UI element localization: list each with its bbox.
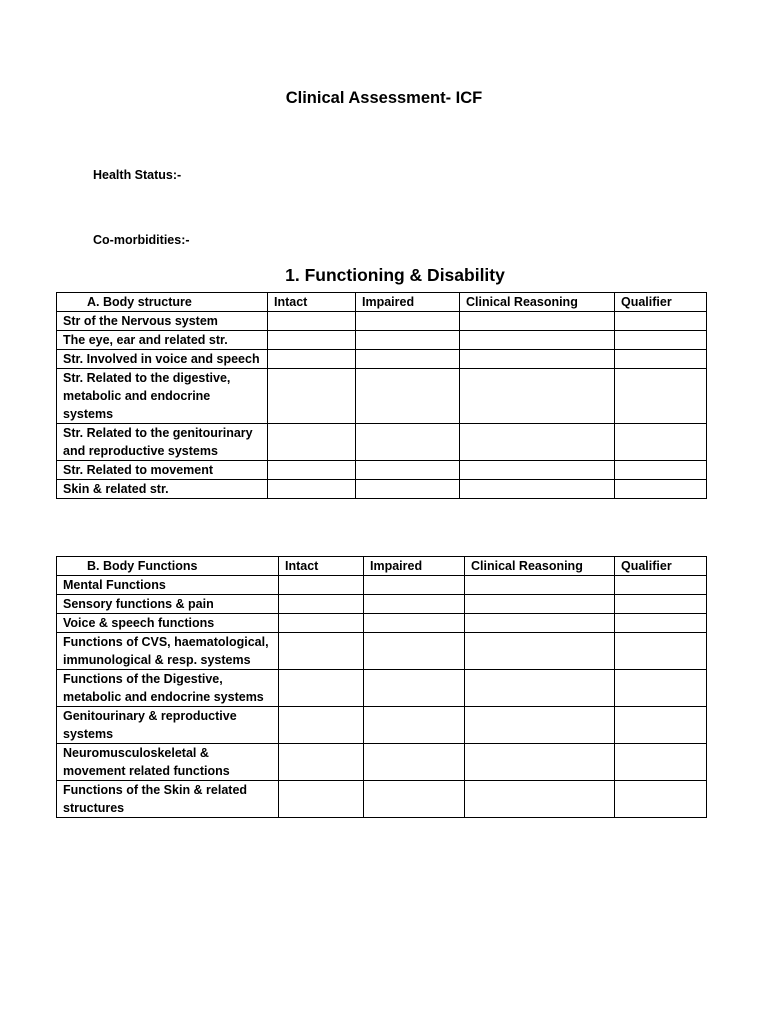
row-label: Str of the Nervous system	[57, 312, 268, 331]
intact-cell[interactable]	[279, 633, 364, 670]
row-label: Functions of CVS, haematological, immunological & resp. systems	[57, 633, 279, 670]
table-row	[57, 707, 707, 744]
clinical-reasoning-cell[interactable]	[465, 670, 615, 707]
clinical-reasoning-cell[interactable]	[460, 350, 615, 369]
column-header: Qualifier	[615, 293, 707, 312]
row-label: Skin & related str.	[57, 480, 268, 499]
row-label: Str. Related to the genitourinary and reproductive systems	[57, 424, 268, 461]
column-header: Intact	[268, 293, 356, 312]
intact-cell[interactable]	[268, 312, 356, 331]
section-heading: 1. Functioning & Disability	[285, 265, 505, 285]
clinical-reasoning-cell[interactable]	[460, 369, 615, 424]
qualifier-cell[interactable]	[615, 480, 707, 499]
impaired-cell[interactable]	[364, 614, 465, 633]
row-label: Functions of the Digestive, metabolic and endocrine systems	[57, 670, 279, 707]
table-row	[57, 576, 707, 595]
clinical-reasoning-cell[interactable]	[465, 595, 615, 614]
qualifier-cell[interactable]	[615, 670, 707, 707]
clinical-reasoning-cell[interactable]	[465, 744, 615, 781]
impaired-cell[interactable]	[364, 595, 465, 614]
row-label: Str. Related to the digestive, metabolic and endocrine systems	[57, 369, 268, 424]
intact-cell[interactable]	[268, 480, 356, 499]
qualifier-cell[interactable]	[615, 781, 707, 818]
table-header-row	[57, 557, 707, 576]
table-row	[57, 312, 707, 331]
row-label: Functions of the Skin & related structures	[57, 781, 279, 818]
intact-cell[interactable]	[268, 424, 356, 461]
impaired-cell[interactable]	[364, 670, 465, 707]
clinical-reasoning-cell[interactable]	[460, 331, 615, 350]
row-label: Str. Involved in voice and speech	[57, 350, 268, 369]
table-row	[57, 744, 707, 781]
qualifier-cell[interactable]	[615, 331, 707, 350]
clinical-reasoning-cell[interactable]	[465, 633, 615, 670]
table-row	[57, 480, 707, 499]
qualifier-cell[interactable]	[615, 369, 707, 424]
qualifier-cell[interactable]	[615, 350, 707, 369]
clinical-reasoning-cell[interactable]	[465, 614, 615, 633]
intact-cell[interactable]	[268, 331, 356, 350]
comorbidities-label: Co-morbidities:-	[93, 233, 190, 247]
column-header: Intact	[279, 557, 364, 576]
column-header: Impaired	[356, 293, 460, 312]
table-header-row	[57, 293, 707, 312]
column-header: B. Body Functions	[57, 557, 279, 576]
impaired-cell[interactable]	[356, 424, 460, 461]
impaired-cell[interactable]	[364, 744, 465, 781]
clinical-reasoning-cell[interactable]	[465, 707, 615, 744]
intact-cell[interactable]	[268, 461, 356, 480]
impaired-cell[interactable]	[364, 633, 465, 670]
row-label: Mental Functions	[57, 576, 279, 595]
column-header: Clinical Reasoning	[465, 557, 615, 576]
body-functions-table	[56, 556, 707, 818]
impaired-cell[interactable]	[364, 707, 465, 744]
impaired-cell[interactable]	[356, 350, 460, 369]
intact-cell[interactable]	[279, 781, 364, 818]
clinical-reasoning-cell[interactable]	[460, 312, 615, 331]
impaired-cell[interactable]	[356, 369, 460, 424]
table-row	[57, 781, 707, 818]
qualifier-cell[interactable]	[615, 707, 707, 744]
intact-cell[interactable]	[268, 350, 356, 369]
qualifier-cell[interactable]	[615, 576, 707, 595]
table-row	[57, 424, 707, 461]
clinical-reasoning-cell[interactable]	[460, 480, 615, 499]
table-row	[57, 633, 707, 670]
health-status-label: Health Status:-	[93, 168, 182, 182]
intact-cell[interactable]	[268, 369, 356, 424]
impaired-cell[interactable]	[356, 480, 460, 499]
impaired-cell[interactable]	[356, 461, 460, 480]
column-header: Qualifier	[615, 557, 707, 576]
intact-cell[interactable]	[279, 744, 364, 781]
clinical-reasoning-cell[interactable]	[465, 781, 615, 818]
table-row	[57, 331, 707, 350]
column-header: Impaired	[364, 557, 465, 576]
body-structure-table	[56, 292, 707, 499]
row-label: Voice & speech functions	[57, 614, 279, 633]
qualifier-cell[interactable]	[615, 595, 707, 614]
column-header: Clinical Reasoning	[460, 293, 615, 312]
intact-cell[interactable]	[279, 707, 364, 744]
table-row	[57, 595, 707, 614]
table-row	[57, 614, 707, 633]
impaired-cell[interactable]	[356, 331, 460, 350]
page-title: Clinical Assessment- ICF	[285, 89, 483, 107]
impaired-cell[interactable]	[356, 312, 460, 331]
qualifier-cell[interactable]	[615, 633, 707, 670]
table-row	[57, 350, 707, 369]
qualifier-cell[interactable]	[615, 424, 707, 461]
intact-cell[interactable]	[279, 670, 364, 707]
table-row	[57, 670, 707, 707]
row-label: The eye, ear and related str.	[57, 331, 268, 350]
row-label: Sensory functions & pain	[57, 595, 279, 614]
qualifier-cell[interactable]	[615, 614, 707, 633]
table-row	[57, 369, 707, 424]
column-header: A. Body structure	[57, 293, 268, 312]
impaired-cell[interactable]	[364, 576, 465, 595]
clinical-reasoning-cell[interactable]	[465, 576, 615, 595]
table-row	[57, 461, 707, 480]
intact-cell[interactable]	[279, 614, 364, 633]
intact-cell[interactable]	[279, 595, 364, 614]
qualifier-cell[interactable]	[615, 312, 707, 331]
impaired-cell[interactable]	[364, 781, 465, 818]
row-label: Genitourinary & reproductive systems	[57, 707, 279, 744]
row-label: Neuromusculoskeletal & movement related functions	[57, 744, 279, 781]
clinical-reasoning-cell[interactable]	[460, 461, 615, 480]
qualifier-cell[interactable]	[615, 461, 707, 480]
clinical-reasoning-cell[interactable]	[460, 424, 615, 461]
row-label: Str. Related to movement	[57, 461, 268, 480]
qualifier-cell[interactable]	[615, 744, 707, 781]
intact-cell[interactable]	[279, 576, 364, 595]
